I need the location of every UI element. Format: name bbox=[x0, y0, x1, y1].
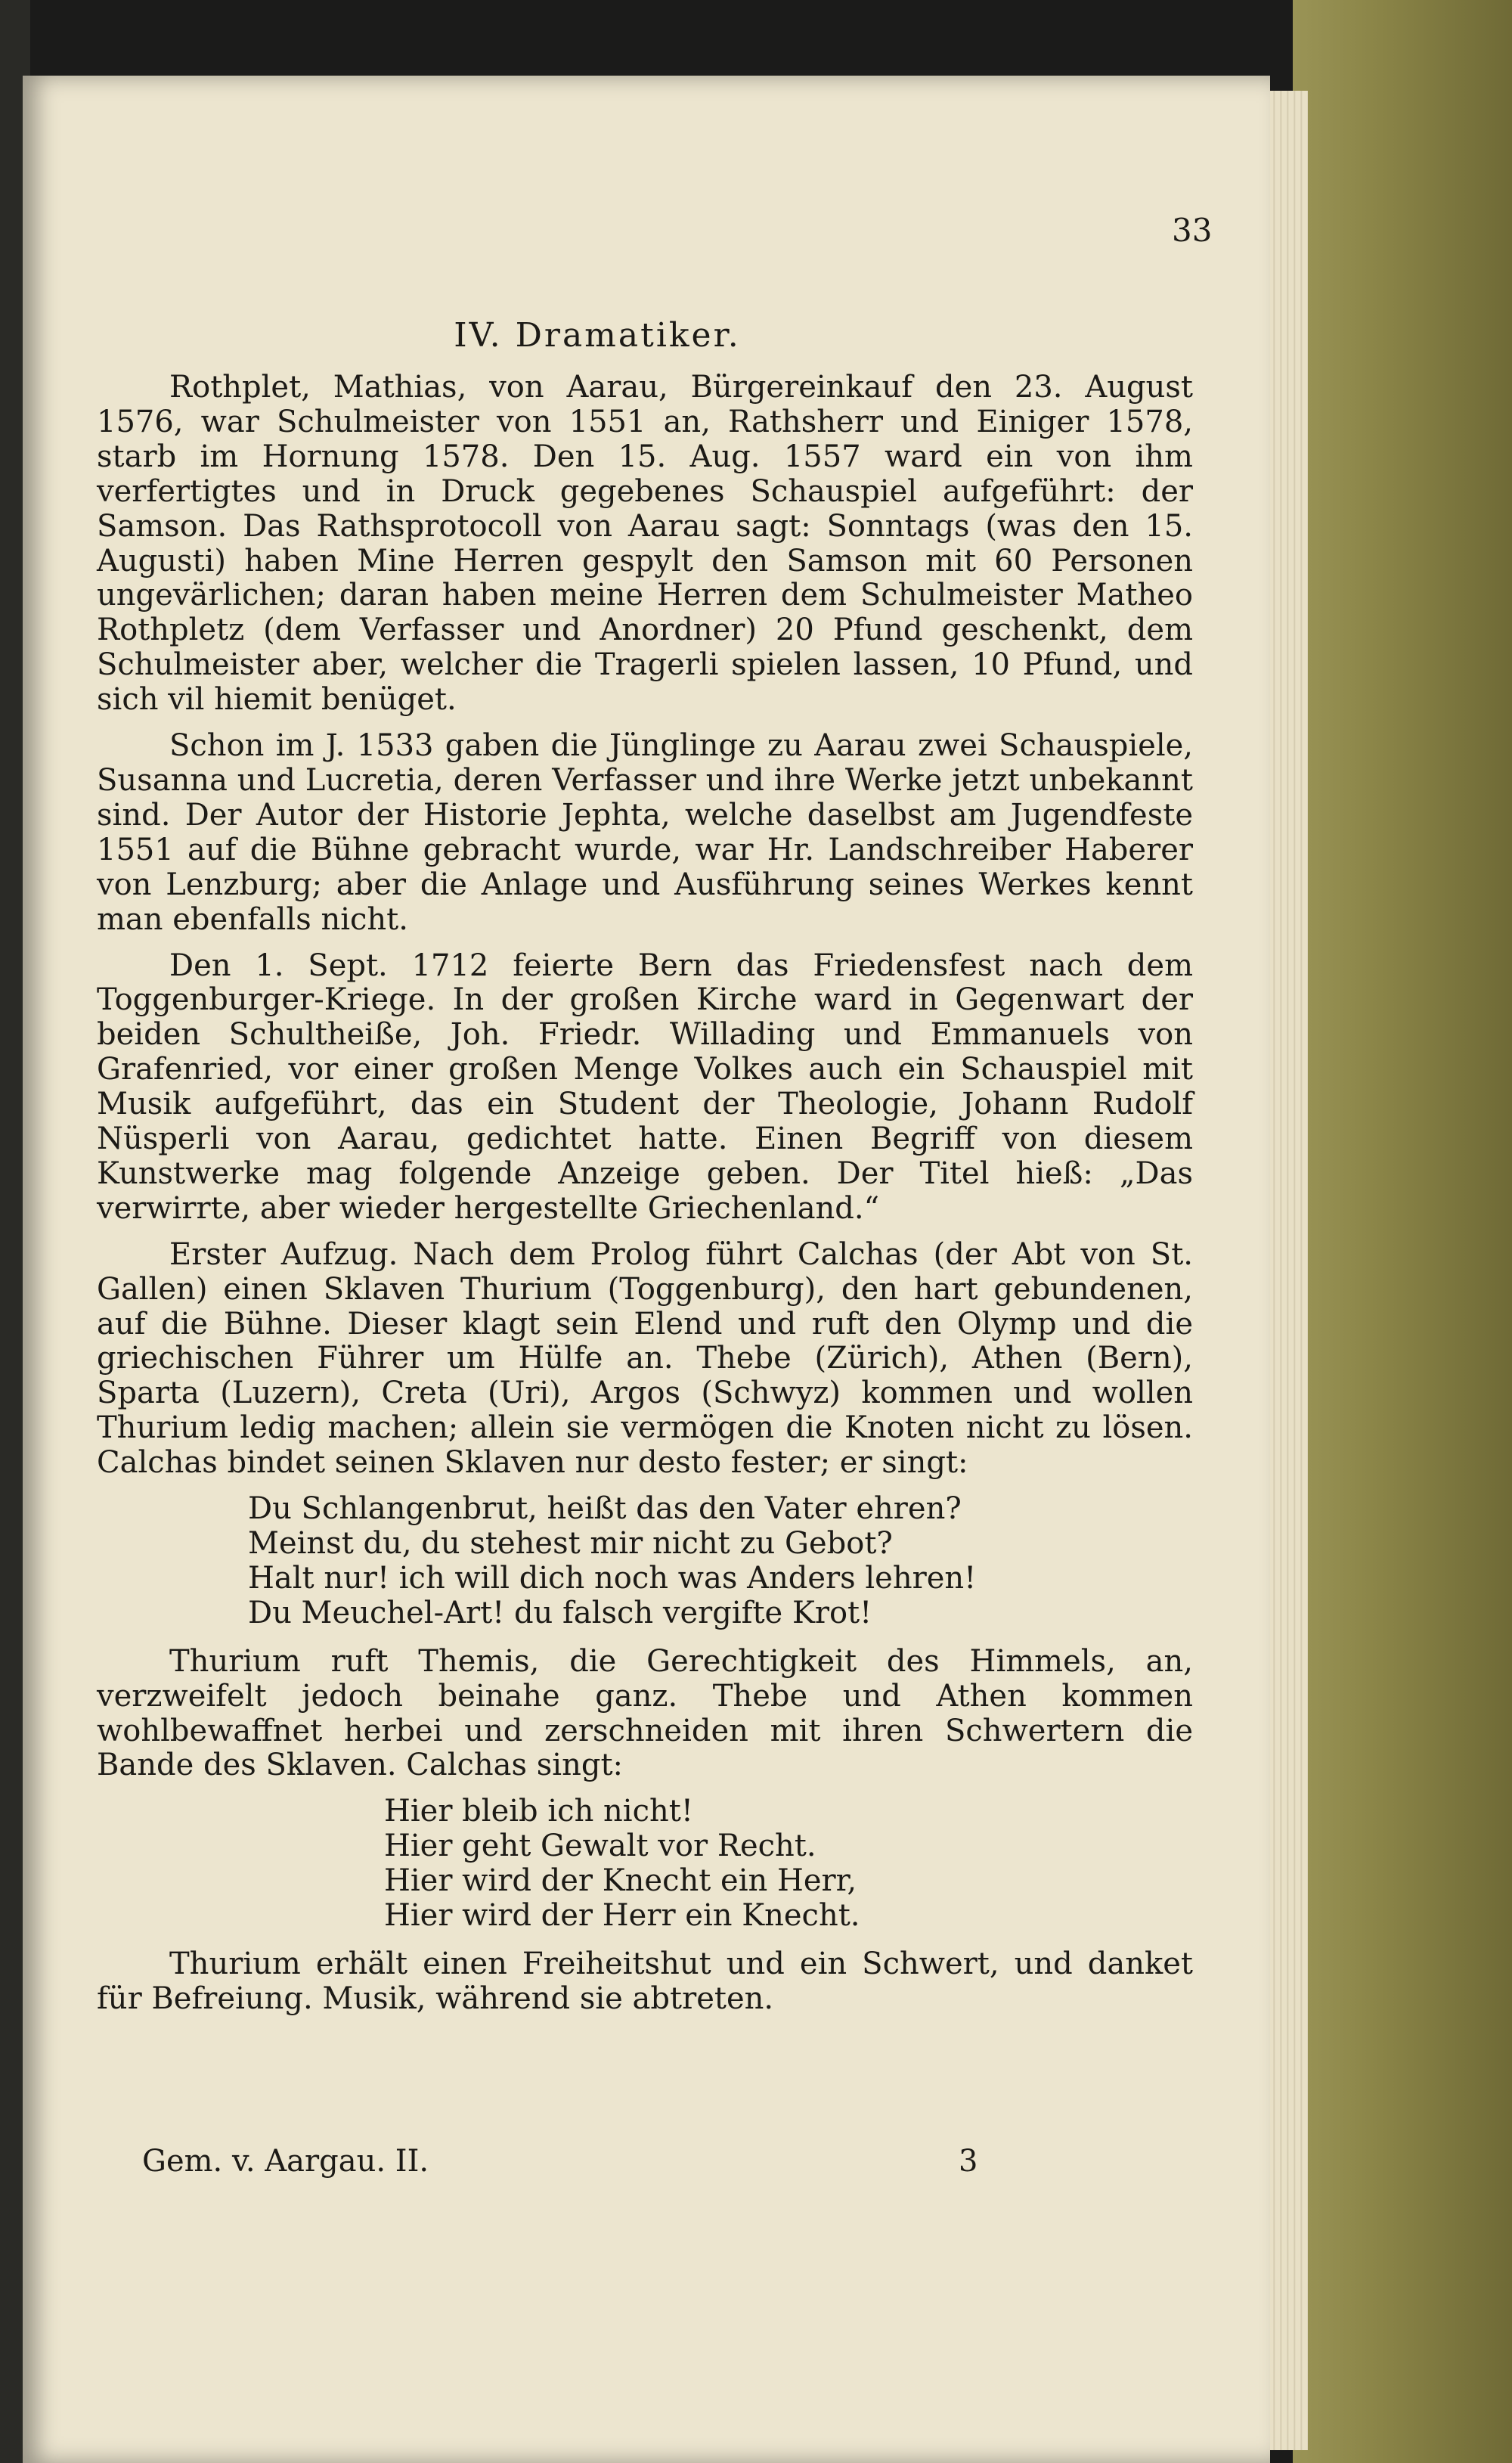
verse-line: Du Schlangenbrut, heißt das den Vater ehren? bbox=[248, 1491, 962, 1527]
paragraph-1533: Schon im J. 1533 gaben die Jünglinge zu Aarau zwei Schauspiele, Susanna und Lucretia, deren Verfasser und ihre Werke jetzt unbekannt sind. Der Autor der Historie Jephta, welche daselbst am Jugendfeste 1551 auf die Bühne gebracht wurde, war Hr. Landschreiber Haberer von Lenzburg; aber die Anlage und Ausführung seines Werkes kennt man ebenfalls nicht. bbox=[97, 728, 1193, 937]
verse-line: Hier wird der Knecht ein Herr, bbox=[384, 1863, 857, 1899]
body-text bbox=[97, 371, 1193, 2028]
chapter-heading: IV. Dramatiker. bbox=[454, 316, 741, 355]
paragraph-first-act: Erster Aufzug. Nach dem Prolog führt Calchas (der Abt von St. Gallen) einen Sklaven Thurium (Toggenburg), den hart gebundenen, auf die Bühne. Dieser klagt sein Elend und ruft den Olymp und die griechischen Führer um Hülfe an. Thebe (Zürich), Athen (Bern), Sparta (Luzern), Creta (Uri), Argos (Schwyz) kommen und wollen Thurium ledig machen; allein sie vermögen die Knoten nicht zu lösen. Calchas bindet seinen Sklaven nur desto fester; er singt: bbox=[97, 1236, 1193, 1481]
verse-line: Hier geht Gewalt vor Recht. bbox=[384, 1829, 816, 1864]
paragraph-themis: Thurium ruft Themis, die Gerechtigkeit des Himmels, an, verzweifelt jedoch beinahe ganz. Thebe und Athen kommen wohlbewaffnet herbei und zerschneiden mit ihren Schwertern die Bande des Sklaven. Calchas singt: bbox=[97, 1643, 1193, 1783]
book-cover-edge bbox=[1293, 0, 1512, 2463]
verse-line: Hier wird der Herr ein Knecht. bbox=[384, 1898, 860, 1934]
paragraph-1712: Den 1. Sept. 1712 feierte Bern das Friedensfest nach dem Toggenburger-Kriege. In der großen Kirche ward in Gegenwart der beiden Schultheiße, Joh. Friedr. Willading und Emmanuels von Grafenried, vor einer großen Menge Volkes auch ein Schauspiel mit Musik aufgeführt, das ein Student der Theologie, Johann Rudolf Nüsperli von Aarau, gedichtet hatte. Einen Begriff von diesem Kunstwerke mag folgende Anzeige geben. Der Titel hieß: „Das verwirrte, aber wieder hergestellte Griechenland.“ bbox=[97, 948, 1193, 1226]
sheet-number: 3 bbox=[959, 2144, 978, 2179]
verse-line: Du Meuchel-Art! du falsch vergifte Krot! bbox=[248, 1595, 872, 1630]
verse-line: Halt nur! ich will dich noch was Anders lehren! bbox=[248, 1560, 977, 1596]
paragraph-rothpletz: Rothplet, Mathias, von Aarau, Bürgereinkauf den 23. August 1576, war Schulmeister von 1551 an, Rathsherr und Einiger 1578, starb im Hornung 1578. Den 15. Aug. 1557 ward ein von ihm verfertigtes und in Druck gegebenes Schauspiel aufgeführt: der Samson. Das Rathsprotocoll von Aarau sagt: Sonntags (was den 15. Augusti) haben Mine Herren gespylt den Samson mit 60 Personen ungevärlichen; daran haben meine Herren dem Schulmeister Matheo Rothpletz (dem Verfasser und Anordner) 20 Pfund geschenkt, dem Schulmeister aber, welcher die Tragerli spielen lassen, 10 Pfund, und sich vil hiemit benüget. bbox=[97, 370, 1193, 718]
page-number: 33 bbox=[1172, 212, 1213, 249]
verse-line: Meinst du, du stehest mir nicht zu Gebot? bbox=[248, 1526, 893, 1561]
verse-calchas-2 bbox=[384, 1795, 1193, 1934]
verse-line: Hier bleib ich nicht! bbox=[384, 1794, 693, 1829]
paragraph-freiheitshut: Thurium erhält einen Freiheitshut und ein Schwert, und danket für Befreiung. Musik, während sie abtreten. bbox=[97, 1946, 1193, 2016]
sheet-signature: Gem. v. Aargau. II. bbox=[142, 2144, 429, 2179]
verse-calchas-1 bbox=[248, 1492, 1193, 1631]
